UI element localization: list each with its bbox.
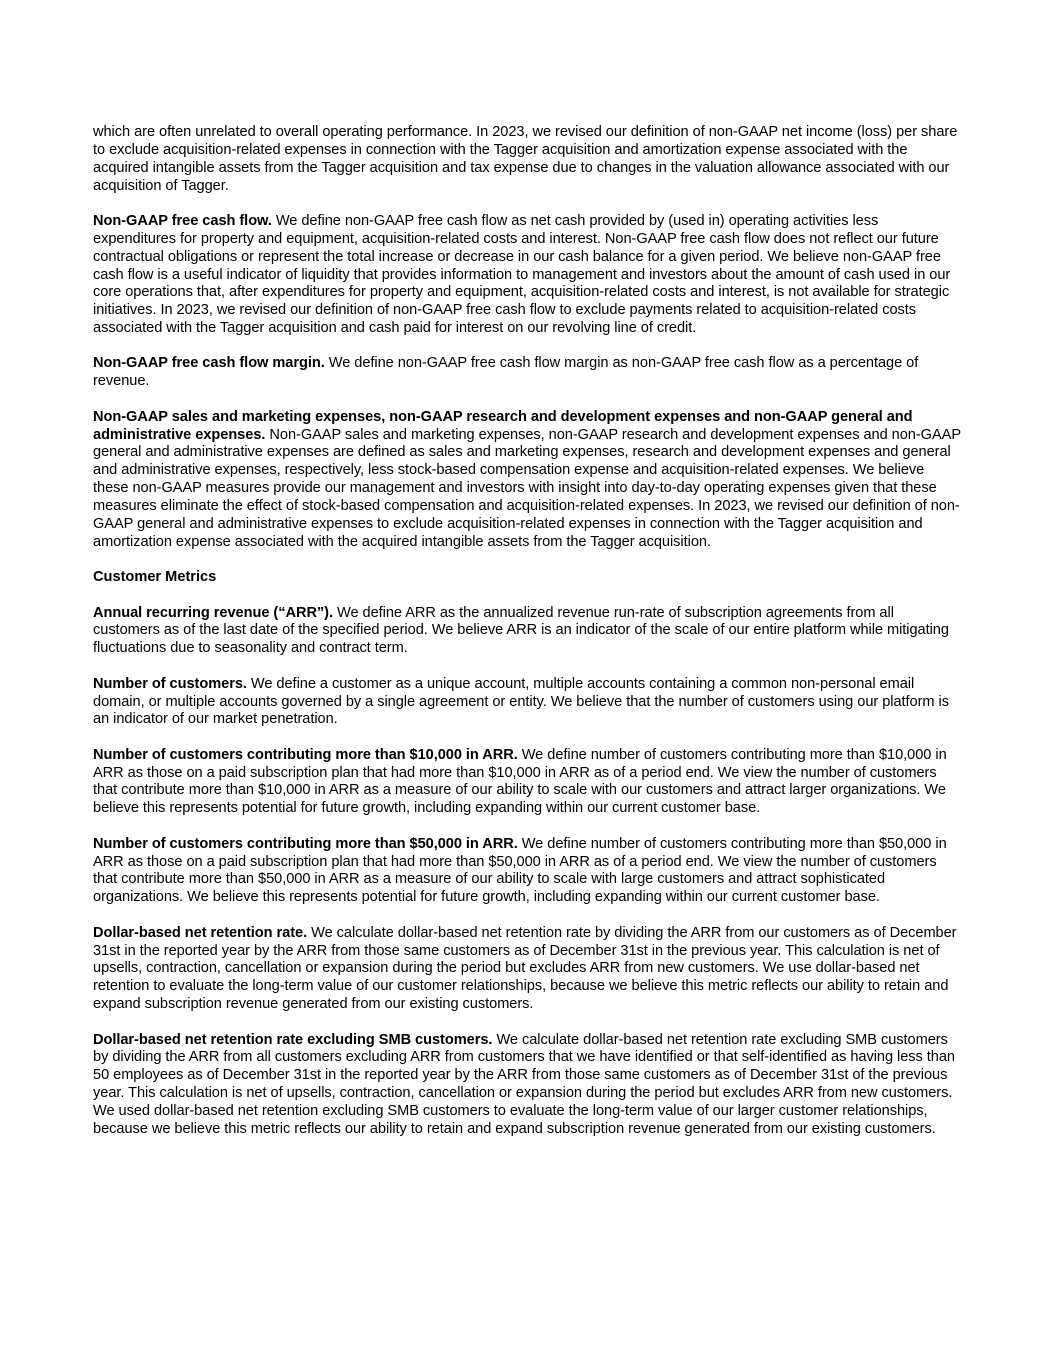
metric-text: We define a customer as a unique account, multiple accounts containing a common non-personal email domain, or multiple accounts governed by a single agreement or entity. We believe that the number of customers using our platform is an indicator of our market penetration. [93, 675, 949, 728]
definition-text: We define non-GAAP free cash flow margin as non-GAAP free cash flow as a percentage of revenue. [93, 355, 919, 390]
metric-term: Number of customers contributing more than $50,000 in ARR. [93, 835, 518, 852]
definition-term: Non-GAAP sales and marketing expenses, non-GAAP research and development expenses and non-GAAP general and administrative expenses. [93, 408, 913, 443]
intro-paragraph: which are often unrelated to overall operating performance. In 2023, we revised our definition of non-GAAP net income (loss) per share to exclude acquisition-related expenses in connection with the Tagger acquisition and amortization expense associated with the acquired intangible assets from the Tagger acquisition and tax expense due to changes in the valuation allowance associated with our acquisition of Tagger. [93, 124, 958, 194]
definition-free-cash-flow-margin [93, 355, 963, 391]
metric-customers-over-10k [93, 747, 963, 818]
metric-term: Number of customers contributing more than $10,000 in ARR. [93, 746, 518, 763]
definition-free-cash-flow [93, 213, 963, 338]
definition-text: We define non-GAAP free cash flow as net cash provided by (used in) operating activities less expenditures for property and equipment, acquisition-related costs and interest. Non-GAAP free cash flow does not reflect our future contractual obligations or represent the total increase or decrease in our cash balance for a given period. We believe non-GAAP free cash flow is a useful indicator of liquidity that provides information to management and investors about the amount of cash used in our core operations that, after expenditures for property and equipment, acquisition-related costs and interest, is not available for strategic initiatives. In 2023, we revised our definition of non-GAAP free cash flow to exclude payments related to acquisition-related costs associated with the Tagger acquisition and cash paid for interest on our revolving line of credit. [93, 212, 951, 337]
metric-text: We calculate dollar-based net retention rate excluding SMB customers by dividing the ARR from all customers excluding ARR from customers that we have identified or that self-identified as having less than 50 employees as of December 31st in the reported year by the ARR from those same customers as of December 31st of the previous year. This calculation is net of upsells, contraction, cancellation or expansion during the period but excludes ARR from new customers. We used dollar-based net retention excluding SMB customers to evaluate the long-term value of our larger customer relationships, because we believe this metric reflects our ability to retain and expand subscription revenue generated from our existing customers. [93, 1031, 955, 1137]
metric-number-of-customers [93, 676, 963, 730]
metric-term: Number of customers. [93, 675, 247, 692]
definition-term: Non-GAAP free cash flow. [93, 212, 272, 229]
metric-net-retention-rate-excl-smb [93, 1032, 963, 1139]
metric-text: We define number of customers contributing more than $50,000 in ARR as those on a paid subscription plan that had more than $50,000 in ARR as of a period end. We view the number of customers that contribute more than $50,000 in ARR as a measure of our ability to scale with large customers and attract sophisticated organizations. We believe this represents potential for future growth, including expanding within our current customer base. [93, 835, 947, 906]
metric-arr [93, 605, 963, 659]
metric-net-retention-rate [93, 925, 963, 1014]
metric-term: Dollar-based net retention rate. [93, 924, 308, 941]
document-page [93, 124, 963, 1156]
definition-non-gaap-expenses [93, 409, 963, 552]
definition-text: Non-GAAP sales and marketing expenses, non-GAAP research and development expenses and non-GAAP general and administrative expenses are defined as sales and marketing expenses, research and development expenses and general and administrative expenses, respectively, less stock-based compensation expense and acquisition-related expenses. We believe these non-GAAP measures provide our management and investors with insight into day-to-day operating expenses given that these measures eliminate the effect of stock-based compensation and acquisition-related expenses. In 2023, we revised our definition of non-GAAP general and administrative expenses to exclude acquisition-related expenses in connection with the Tagger acquisition and amortization expense associated with the acquired intangible assets from the Tagger acquisition. [93, 426, 961, 550]
section-heading-customer-metrics: Customer Metrics [93, 569, 217, 586]
metric-term: Dollar-based net retention rate excluding SMB customers. [93, 1031, 493, 1048]
metric-term: Annual recurring revenue (“ARR”). [93, 604, 333, 621]
metric-text: We calculate dollar-based net retention rate by dividing the ARR from our customers as of December 31st in the reported year by the ARR from those same customers as of December 31st in the previous year. This calculation is net of upsells, contraction, cancellation or expansion during the period but excludes ARR from new customers. We use dollar-based net retention to evaluate the long-term value of our customer relationships, because we believe this metric reflects our ability to retain and expand subscription revenue generated from our existing customers. [93, 924, 957, 1013]
metric-customers-over-50k [93, 836, 963, 907]
metric-text: We define number of customers contributing more than $10,000 in ARR as those on a paid subscription plan that had more than $10,000 in ARR as of a period end. We view the number of customers that contribute more than $10,000 in ARR as a measure of our ability to scale with our customers and attract larger organizations. We believe this represents potential for future growth, including expanding within our current customer base. [93, 746, 947, 817]
definition-term: Non-GAAP free cash flow margin. [93, 355, 325, 372]
metric-text: We define ARR as the annualized revenue run-rate of subscription agreements from all customers as of the last date of the specified period. We believe ARR is an indicator of the scale of our entire platform while mitigating fluctuations due to seasonality and contract term. [93, 604, 949, 657]
